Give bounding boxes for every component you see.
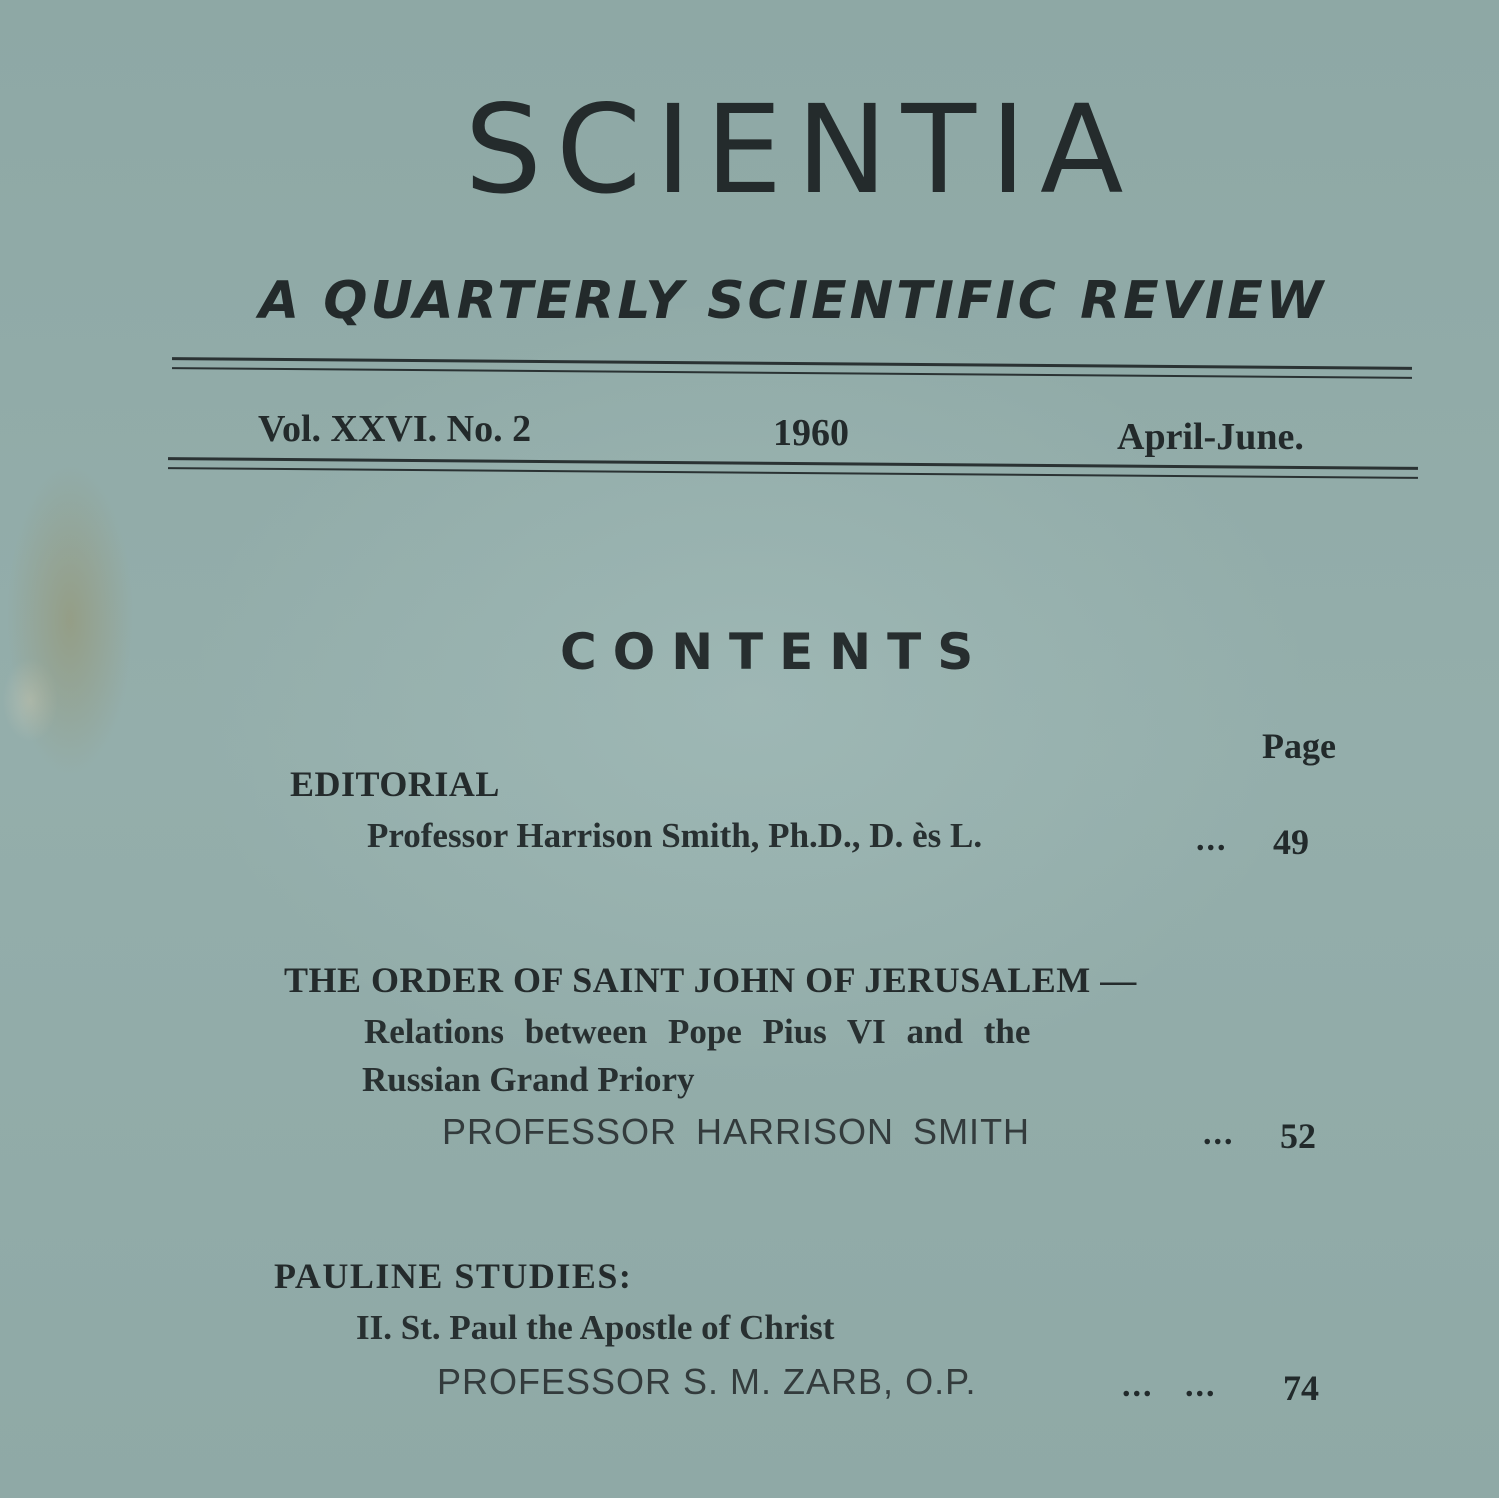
entry-editorial-line: Professor Harrison Smith, Ph.D., D. ès L. (367, 816, 983, 855)
page-number: 52 (1280, 1116, 1316, 1156)
issue-year: 1960 (773, 412, 849, 454)
section-order-of-saint-john: THE ORDER OF SAINT JOHN OF JERUSALEM — (284, 960, 1137, 1000)
entry-order-author: PROFESSOR HARRISON SMITH (442, 1111, 1031, 1152)
bottom-rule-lower (168, 467, 1418, 479)
journal-subtitle: A QUARTERLY SCIENTIFIC REVIEW (258, 271, 1327, 331)
top-rule-lower (172, 367, 1412, 379)
leader-dots: ... ... (1122, 1367, 1217, 1404)
page-column-label: Page (1262, 726, 1336, 766)
leader-dots: ... (1203, 1115, 1235, 1152)
issue-volume: Vol. XXVI. No. 2 (258, 408, 532, 450)
entry-order-line-1: Relations between Pope Pius VI and the (364, 1012, 1031, 1051)
journal-title: SCIENTIA (464, 79, 1138, 221)
entry-order-line-2: Russian Grand Priory (362, 1060, 695, 1099)
contents-heading: CONTENTS (560, 623, 990, 681)
section-pauline-studies: PAULINE STUDIES: (274, 1256, 633, 1296)
leader-dots: ... (1196, 821, 1228, 858)
issue-period: April-June. (1117, 416, 1304, 458)
page-number: 49 (1273, 822, 1309, 862)
entry-pauline-line: II. St. Paul the Apostle of Christ (356, 1308, 835, 1347)
page-number: 74 (1283, 1368, 1319, 1408)
entry-pauline-author: PROFESSOR S. M. ZARB, O.P. (437, 1361, 977, 1402)
section-editorial: EDITORIAL (290, 764, 500, 804)
